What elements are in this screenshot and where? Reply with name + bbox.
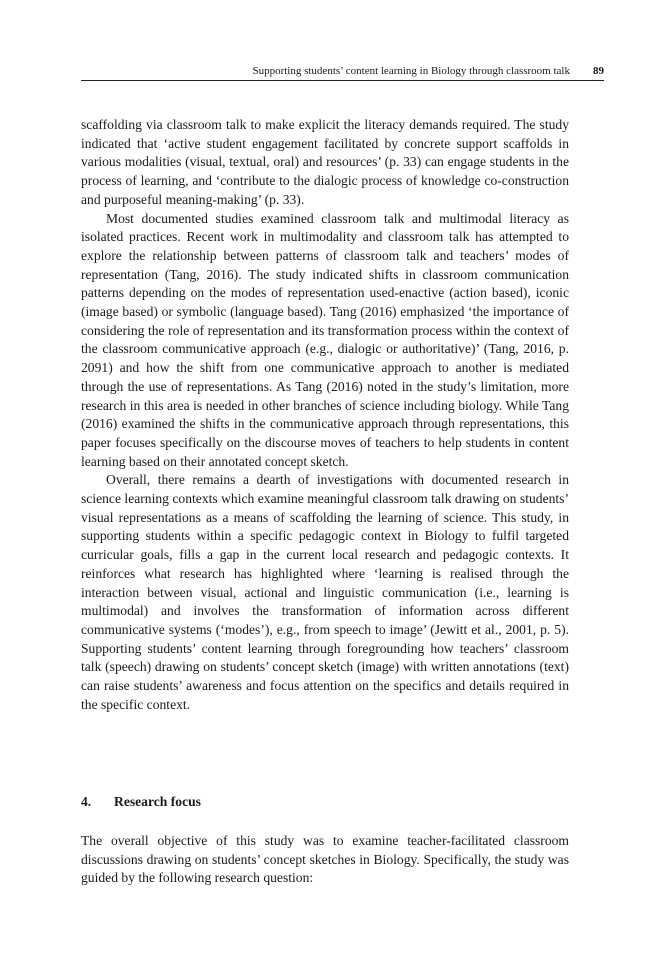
paragraph-1: scaffolding via classroom talk to make explicit the literacy demands required. The study indicated that ‘active student engagement facilitated by concrete support scaffolds in various modalities (visual, textual, oral) and resources’ (p. 33) can engage students in the process of learning, and ‘contribute to the dialogic process of knowledge co-construction and purposeful meaning-making’ (p. 33). [81,117,569,207]
section-body [81,832,569,888]
section-number: 4. [81,794,92,809]
body-text [81,116,569,715]
running-title: Supporting students’ content learning in Biology through classroom talk [252,65,570,77]
paragraph-3: Overall, there remains a dearth of investigations with documented research in science learning contexts which examine meaningful classroom talk drawing on students’ visual representations as a means of scaffolding the learning of science. This study, in supporting students within a specific pedagogic context in Biology to fulfil targeted curricular goals, fills a gap in the current local research and pedagogic contexts. It reinforces what research has highlighted where ‘learning is realised through the interaction between visual, actional and linguistic communication (i.e., learning is multimodal) and involves the transformation of information across different communicative systems (‘modes’), e.g., from speech to image’ (Jewitt et al., 2001, p. 5). Supporting students’ content learning through foregrounding how teachers’ classroom talk (speech) drawing on students’ concept sketch (image) with written annotations (text) can raise students’ awareness and focus attention on the specifics and details required in the specific context. [81,472,569,712]
section-paragraph: The overall objective of this study was to examine teacher-facilitated classroom discussions drawing on students’ concept sketches in Biology. Specifically, the study was guided by the following research question: [81,833,569,886]
section-title: Research focus [114,794,201,809]
paragraph-2: Most documented studies examined classroom talk and multimodal literacy as isolated practices. Recent work in multimodality and classroom talk has attempted to explore the relationship between patterns of classroom talk and teachers’ modes of representation (Tang, 2016). The study indicated shifts in classroom communication patterns depending on the modes of representation used-enactive (action based), iconic (image based) or symbolic (language based). Tang (2016) emphasized ‘the importance of considering the role of representation and its transformation process within the context of the classroom communicative approach (e.g., dialogic or authoritative)’ (Tang, 2016, p. 2091) and how the shift from one communicative approach to another is mediated through the use of representations. As Tang (2016) noted in the study’s limitation, more research in this area is needed in other branches of science including biology. While Tang (2016) examined the shifts in the communicative approach through representations, this paper focuses specifically on the discourse moves of teachers to help students in content learning based on their annotated concept sketch. [81,210,569,469]
page-number: 89 [593,65,604,77]
section-heading [81,793,201,811]
running-header [81,64,604,81]
